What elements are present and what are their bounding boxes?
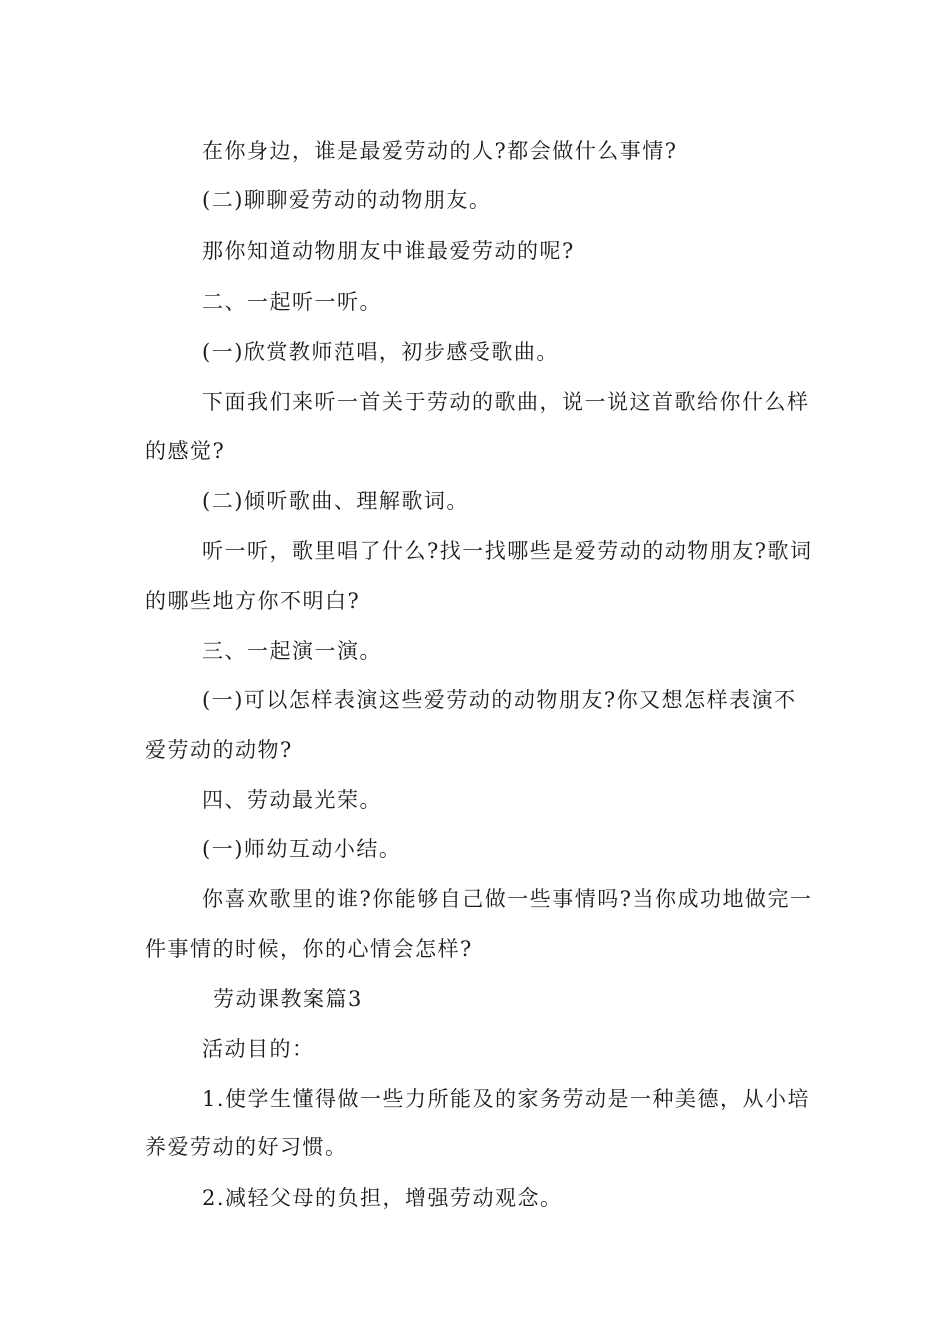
paragraph-line: 那你知道动物朋友中谁最爱劳动的呢? (202, 239, 575, 263)
paragraph-line: (二)倾听歌曲、理解歌词。 (202, 489, 469, 513)
paragraph-line: 活动目的： (202, 1037, 315, 1061)
list-item: 1.使学生懂得做一些力所能及的家务劳动是一种美德，从小培 (202, 1087, 811, 1111)
section-heading: 三、一起演一演。 (202, 639, 382, 663)
section-heading: 二、一起听一听。 (202, 290, 382, 314)
paragraph-line: 下面我们来听一首关于劳动的歌曲，说一说这首歌给你什么样 (202, 390, 810, 414)
paragraph-line: 的感觉? (145, 439, 226, 463)
section-heading: 四、劳动最光荣。 (202, 788, 382, 812)
chapter-title: 劳动课教案篇3 (213, 987, 363, 1011)
paragraph-line: (一)师幼互动小结。 (202, 837, 402, 861)
paragraph-line: 你喜欢歌里的谁?你能够自己做一些事情吗?当你成功地做完一 (202, 887, 813, 911)
paragraph-line: (一)可以怎样表演这些爱劳动的动物朋友?你又想怎样表演不 (202, 688, 797, 712)
paragraph-line: 的哪些地方你不明白? (145, 589, 361, 613)
paragraph-line: 听一听，歌里唱了什么?找一找哪些是爱劳动的动物朋友?歌词 (202, 539, 813, 563)
paragraph-line: 在你身边，谁是最爱劳动的人?都会做什么事情? (202, 139, 678, 163)
list-item: 2.减轻父母的负担，增强劳动观念。 (202, 1186, 563, 1210)
paragraph-line: 件事情的时候，你的心情会怎样? (145, 937, 473, 961)
paragraph-line: 爱劳动的动物? (145, 738, 293, 762)
paragraph-line: (一)欣赏教师范唱，初步感受歌曲。 (202, 340, 559, 364)
list-item-continuation: 养爱劳动的好习惯。 (145, 1135, 348, 1159)
paragraph-line: (二)聊聊爱劳动的动物朋友。 (202, 188, 492, 212)
